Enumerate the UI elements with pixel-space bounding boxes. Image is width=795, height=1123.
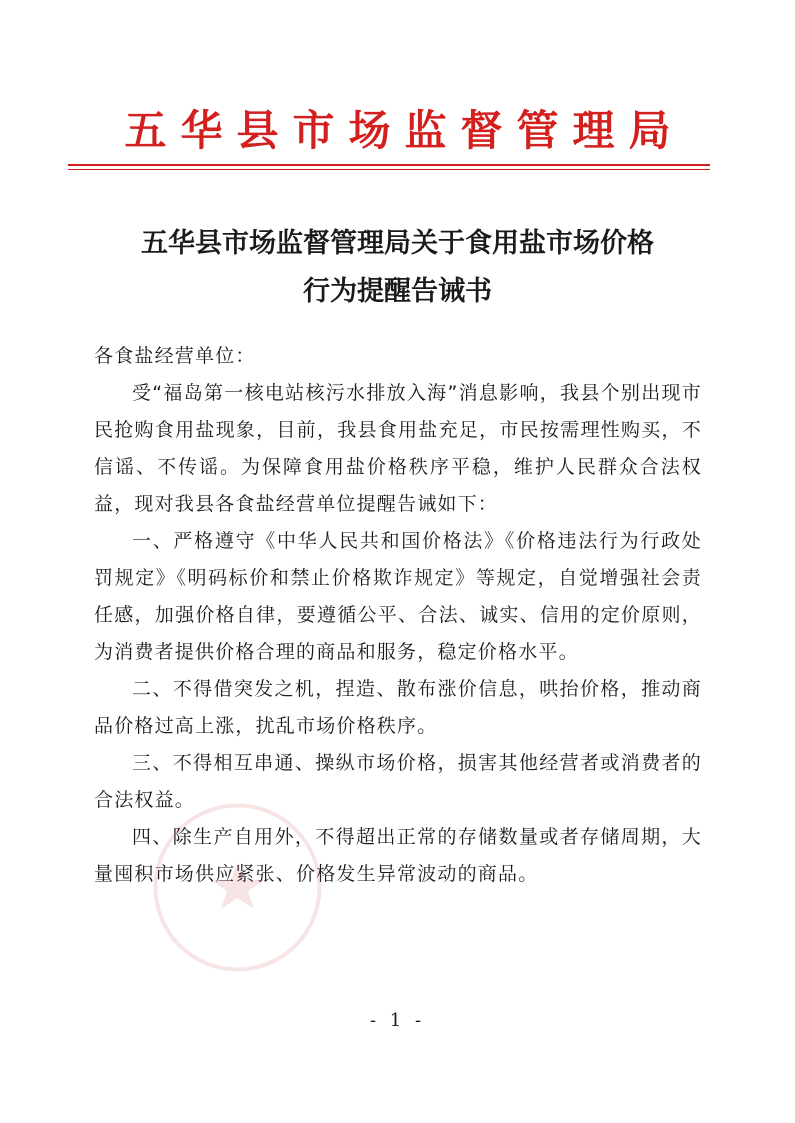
body-paragraph-item-1: 一、严格遵守《中华人民共和国价格法》《价格违法行为行政处罚规定》《明码标价和禁止价格欺诈规定》等规定，自觉增强社会责任感，加强价格自律，要遵循公平、合法、诚实、信用的定价原则，为消费者提供价格合理的商品和服务，稳定价格水平。 (94, 530, 702, 663)
salutation: 各食盐经营单位： (94, 345, 256, 367)
document-body (94, 338, 702, 893)
official-seal-icon (150, 800, 325, 975)
letterhead-red-rule (68, 164, 710, 166)
body-paragraph-item-3: 三、不得相互串通、操纵市场价格，损害其他经营者或消费者的合法权益。 (94, 752, 702, 811)
letterhead-org-name: 五华县市场监督管理局 (124, 106, 685, 155)
letterhead-red-rule-thin (68, 169, 710, 170)
body-paragraph-intro: 受“福岛第一核电站核污水排放入海”消息影响，我县个别出现市民抢购食用盐现象，目前，我县食用盐充足，市民按需理性购买，不信谣、不传谣。为保障食用盐价格秩序平稳，维护人民群众合法权益，现对我县各食盐经营单位提醒告诫如下： (94, 382, 702, 515)
document-title-line-1: 五华县市场监督管理局关于食用盐市场价格 (141, 228, 654, 259)
seal-star (212, 862, 263, 909)
document-title-line-2: 行为提醒告诫书 (303, 276, 492, 307)
body-paragraph-item-2: 二、不得借突发之机，捏造、散布涨价信息，哄抬价格，推动商品价格过高上涨，扰乱市场价格秩序。 (94, 678, 702, 737)
body-paragraph-item-4: 四、除生产自用外，不得超出正常的存储数量或者存储周期，大量囤积市场供应紧张、价格发生异常波动的商品。 (94, 826, 702, 885)
page-number: - 1 - (369, 1010, 426, 1031)
